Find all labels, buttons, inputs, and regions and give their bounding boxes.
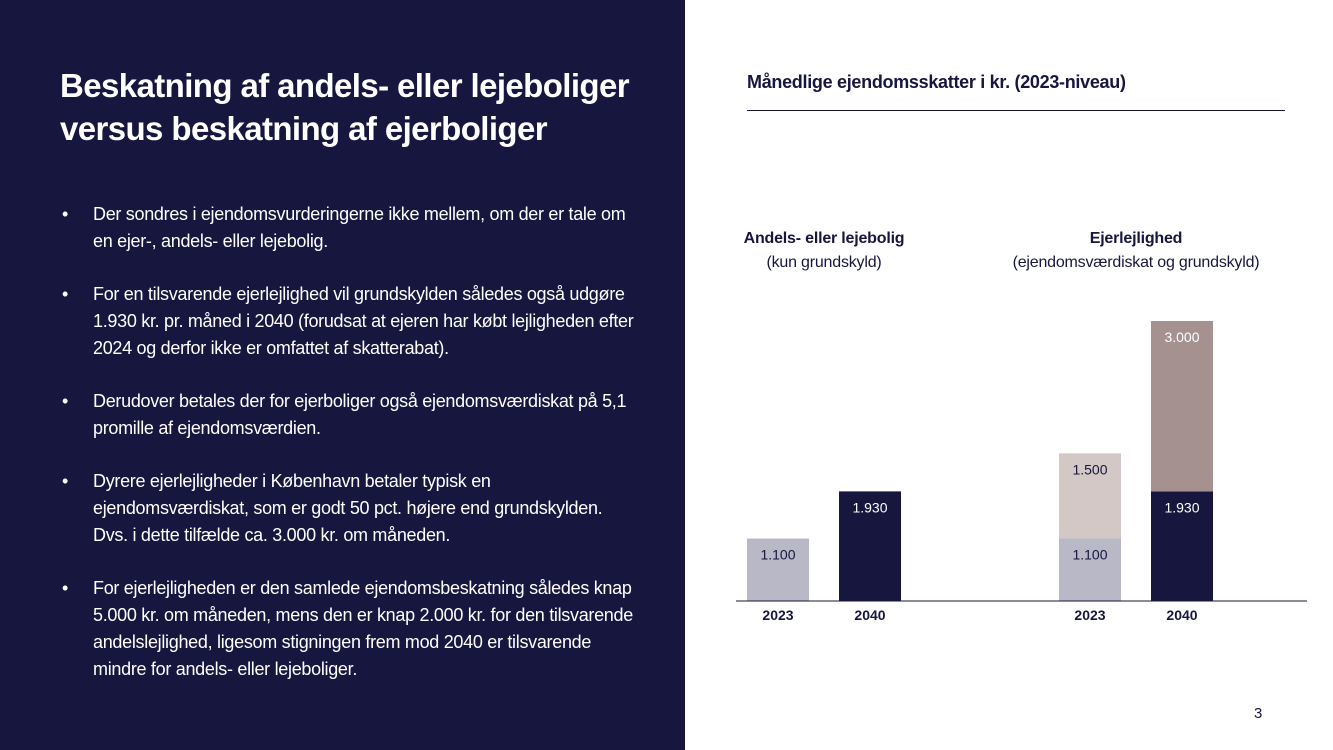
slide-title-line-1: Beskatning af andels- eller lejeboliger bbox=[60, 67, 629, 104]
slide-title-line-2: versus beskatning af ejerboliger bbox=[60, 110, 547, 147]
page-number: 3 bbox=[1254, 705, 1263, 722]
bullet-text: Der sondres i ejendomsvurderingerne ikke mellem, om der er tale om en ejer-, andels- eller lejebolig. bbox=[93, 204, 626, 251]
bar-segment bbox=[1151, 321, 1213, 491]
bullet-dot-icon: • bbox=[62, 471, 69, 491]
data-label: 1.930 bbox=[852, 499, 888, 516]
group-label-andels-subtitle: (kun grundskyld) bbox=[766, 254, 882, 271]
bullet-text: For en tilsvarende ejerlejlighed vil grundskylden således også udgøre 1.930 kr. pr. måned i 2040 (forudsat at ejeren har købt lejligheden efter 2024 og derfor ikke er omfattet af skatterabat). bbox=[93, 284, 634, 358]
x-tick-label: 2040 bbox=[1166, 607, 1198, 623]
bullet-text: Dyrere ejerlejligheder i København betaler typisk en ejendomsværdiskat, som er godt 50 pct. højere end grundskylden. Dvs. i dette tilfælde ca. 3.000 kr. om måneden. bbox=[93, 471, 603, 545]
data-label: 1.100 bbox=[1072, 546, 1108, 563]
bullet-dot-icon: • bbox=[62, 391, 69, 411]
x-tick-label: 2023 bbox=[1074, 607, 1106, 623]
data-label: 1.930 bbox=[1164, 499, 1200, 516]
group-label-ejer-title: Ejerlejlighed bbox=[1089, 230, 1183, 247]
data-label: 3.000 bbox=[1164, 329, 1200, 345]
bullet-dot-icon: • bbox=[62, 204, 69, 224]
bullet-text: Derudover betales der for ejerboliger også ejendomsværdiskat på 5,1 promille af ejendomsværdien. bbox=[93, 391, 627, 438]
group-label-andels-title: Andels- eller lejebolig bbox=[743, 230, 905, 247]
chart-title: Månedlige ejendomsskatter i kr. (2023-niveau) bbox=[747, 72, 1126, 92]
bullet-text: For ejerlejligheden er den samlede ejendomsbeskatning således knap 5.000 kr. om måneden, mens den er knap 2.000 kr. for den tilsvarende andelslejlighed, ligesom stigningen frem mod 2040 er tilsvarende mindre for andels- eller lejeboliger. bbox=[93, 578, 633, 679]
data-label: 1.500 bbox=[1072, 461, 1108, 478]
x-tick-label: 2023 bbox=[762, 607, 794, 623]
group-label-ejer-subtitle: (ejendomsværdiskat og grundskyld) bbox=[1012, 254, 1260, 271]
x-tick-label: 2040 bbox=[854, 607, 886, 623]
data-label: 1.100 bbox=[760, 546, 796, 563]
bullet-dot-icon: • bbox=[62, 578, 69, 598]
bullet-dot-icon: • bbox=[62, 284, 69, 304]
